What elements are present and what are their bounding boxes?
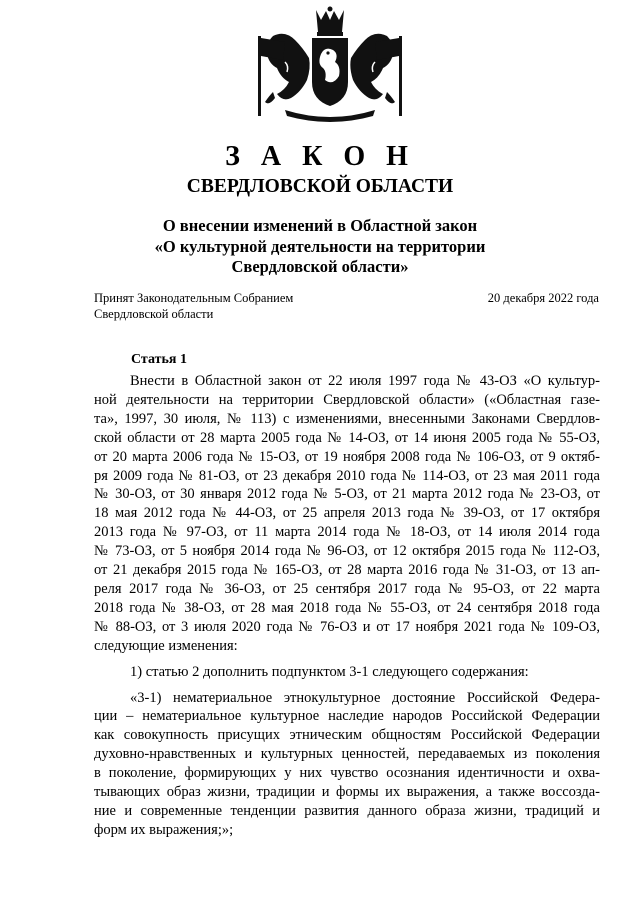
text-line: в поколение, формирующих у них чувство осознания идентичности и охва-	[94, 765, 600, 782]
text-line: № 30-ОЗ, от 30 января 2012 года № 5-ОЗ, от 21 марта 2012 года № 23-ОЗ, от	[94, 486, 600, 503]
text-line: ской области от 28 марта 2005 года № 14-ОЗ, от 14 июня 2005 года № 55-ОЗ,	[94, 429, 600, 446]
law-subject-title	[0, 216, 640, 278]
adopted-by	[94, 290, 293, 322]
text-line: № 73-ОЗ, от 5 ноября 2014 года № 96-ОЗ, от 12 октября 2015 года № 112-ОЗ,	[94, 543, 600, 560]
document-type-title: З А К О Н	[225, 141, 415, 172]
shield-icon	[312, 38, 348, 106]
point-1	[94, 663, 600, 682]
text-line: как совокупность присущих этническим общностям Российской Федерации	[94, 727, 600, 744]
subject-line: О внесении изменений в Областной закон	[162, 216, 478, 235]
text-line: «3-1) нематериальное этнокультурное достояние Российской Федера-	[130, 689, 600, 706]
subject-line: «О культурной деятельности на территории	[154, 236, 486, 256]
text-line: тывающих образ жизни, традиции и формы их выражения, а также воссозда-	[94, 784, 600, 801]
text-line: реля 2017 года № 36-ОЗ, от 25 сентября 2017 года № 95-ОЗ, от 22 марта	[94, 580, 600, 597]
text-line: духовно-нравственных и культурных ценностей, передаваемых из поколения	[94, 746, 600, 763]
intro-paragraph	[94, 372, 600, 656]
text-line: 1) статью 2 дополнить подпунктом 3-1 следующего содержания:	[130, 663, 529, 680]
text-line: ции – нематериальное культурное наследие народов Российской Федерации	[94, 708, 600, 725]
coat-of-arms-emblem	[255, 6, 405, 124]
text-line: та», 1997, 30 июля, № 113) с изменениями, внесенными Законами Свердлов-	[94, 410, 600, 427]
text-line: 18 мая 2012 года № 44-ОЗ, от 25 апреля 2013 года № 39-ОЗ, от 17 октября	[94, 505, 600, 522]
subject-line: Свердловской области»	[231, 257, 409, 276]
text-line: ной деятельности на территории Свердловской области» («Областная газе-	[94, 391, 600, 408]
crown-icon	[316, 7, 344, 37]
text-line: ря 2009 года № 81-ОЗ, от 23 декабря 2010 года № 114-ОЗ, от 23 мая 2011 года	[94, 467, 600, 484]
adoption-date: 20 декабря 2022 года	[487, 291, 599, 305]
article-body	[94, 372, 600, 840]
text-line: 2018 года № 38-ОЗ, от 28 мая 2018 года № 55-ОЗ, от 24 сентября 2018 года	[94, 599, 600, 616]
adopted-line: Принят Законодательным Собранием	[94, 291, 294, 305]
text-line: следующие изменения:	[94, 637, 238, 654]
text-line: от 21 декабря 2015 года № 165-ОЗ, от 28 марта 2016 года № 31-ОЗ, от 13 ап-	[94, 562, 600, 579]
region-title: СВЕРДЛОВСКОЙ ОБЛАСТИ	[186, 176, 454, 197]
text-line: форм их выражения;»;	[94, 821, 234, 838]
article-heading: Статья 1	[131, 352, 187, 367]
text-line: от 20 марта 2006 года № 15-ОЗ, от 19 ноября 2008 года № 106-ОЗ, от 9 октяб-	[94, 448, 600, 465]
text-line: ние и современные тенденции развития данного образа жизни, традиций и	[94, 802, 600, 819]
text-line: 2013 года № 97-ОЗ, от 11 марта 2014 года № 18-ОЗ, от 14 июля 2014 года	[94, 524, 600, 541]
text-line: № 88-ОЗ, от 3 июля 2020 года № 76-ОЗ и от 17 ноября 2021 года № 109-ОЗ,	[94, 618, 600, 635]
quoted-amendment	[94, 689, 600, 840]
text-line: Внести в Областной закон от 22 июля 1997 года № 43-ОЗ «О культур-	[130, 373, 600, 389]
adopted-line: Свердловской области	[94, 307, 214, 321]
